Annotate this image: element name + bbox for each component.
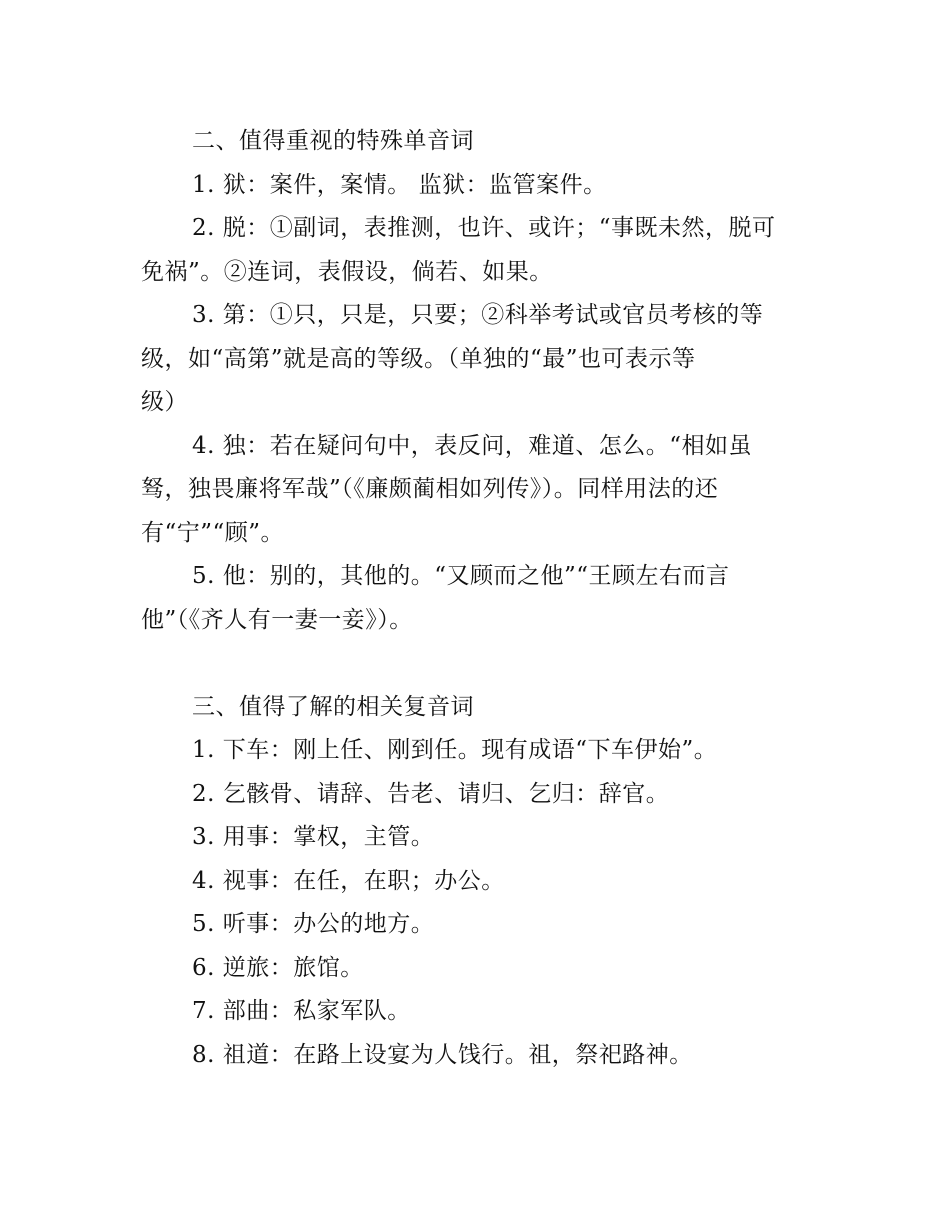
section-heading: 三、值得了解的相关复音词 [192,693,474,720]
section-heading: 二、值得重视的特殊单音词 [192,128,474,154]
paragraph-line: 1. 狱：案件，案情。 监狱：监管案件。 [192,171,607,198]
list-item: 8. 祖道：在路上设宴为人饯行。祖，祭祀路神。 [192,1041,693,1068]
list-item: 4. 视事：在任，在职；办公。 [192,867,505,894]
paragraph-line: 级） [141,389,188,415]
paragraph-line: 5. 他：别的，其他的。“又顾而之他”“王顾左右而言 [192,563,730,589]
list-item [141,294,816,425]
list-item: 5. 听事：办公的地方。 [192,911,435,937]
list-item [141,164,816,208]
section-spacer [141,642,816,686]
paragraph-line: 免祸”。②连词，表假设，倘若、如果。 [141,258,553,285]
list-item: 1. 下车：刚上任、刚到任。现有成语“下车伊始”。 [192,737,718,763]
document-body [141,120,816,1077]
list-item: 3. 用事：掌权，主管。 [192,824,435,850]
paragraph-line: 4. 独：若在疑问句中，表反问，难道、怎么。“相如虽 [192,432,753,459]
list-item: 2. 乞骸骨、请辞、告老、请归、乞归：辞官。 [192,780,670,807]
list-item: 7. 部曲：私家军队。 [192,998,411,1024]
paragraph-line: 驽，独畏廉将军哉”（《廉颇蔺相如列传》）。同样用法的还 [141,476,719,502]
paragraph-line: 级，如“高第”就是高的等级。（单独的“最”也可表示等 [141,345,696,372]
paragraph-line: 有“宁”“顾”。 [141,519,285,546]
paragraph-line: 2. 脱：①副词，表推测，也许、或许；“事既未然，脱可 [192,215,776,241]
paragraph-line: 他”（《齐人有一妻一妾》）。 [141,606,413,633]
list-item [141,207,816,294]
list-item: 6. 逆旅：旅馆。 [192,954,364,981]
paragraph-line: 3. 第：①只，只是，只要；②科举考试或官员考核的等 [192,302,764,328]
list-item [141,555,816,642]
list-item [141,425,816,556]
